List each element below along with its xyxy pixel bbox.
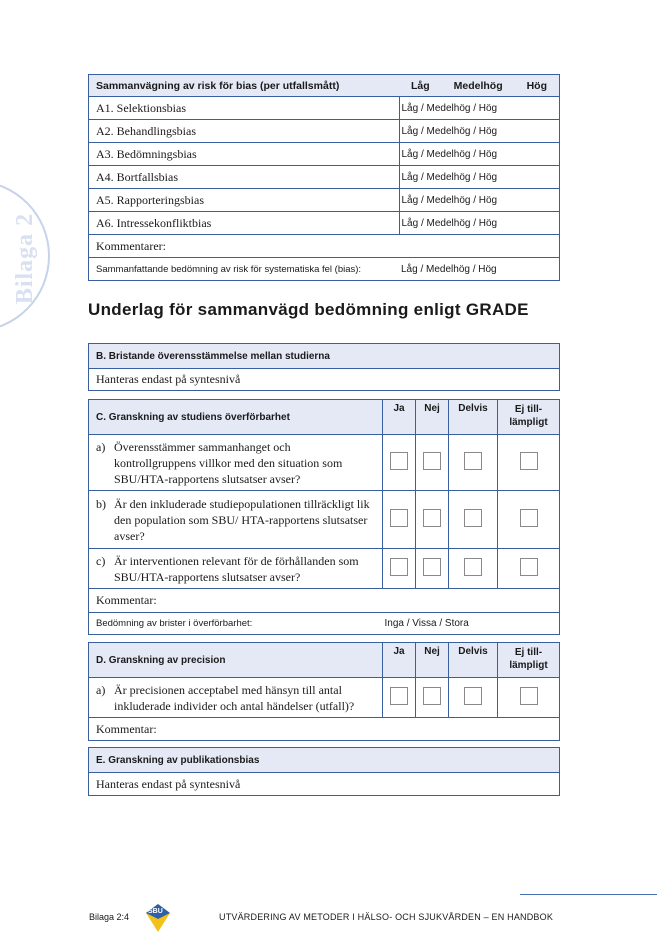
- section-d-table: [88, 642, 560, 741]
- checkbox-not-applicable[interactable]: [520, 558, 538, 576]
- appendix-side-label: Bilaga 2: [12, 212, 39, 305]
- checkbox-no[interactable]: [423, 509, 441, 527]
- col-header-no: Nej: [416, 400, 449, 435]
- section-b-table: [88, 343, 560, 391]
- bias-row: [89, 143, 560, 166]
- bias-row-label: A3. Bedömningsbias: [89, 143, 400, 166]
- checkbox-not-applicable[interactable]: [520, 452, 538, 470]
- section-c-assessment-label: Bedömning av brister i överförbarhet:: [89, 613, 383, 635]
- bias-row-levels[interactable]: Låg / Medelhög / Hög: [399, 189, 560, 212]
- bias-row: [89, 97, 560, 120]
- sbu-logo: [145, 903, 171, 933]
- section-c-title: C. Granskning av studiens överförbarhet: [89, 400, 383, 435]
- question-body: Är interventionen relevant för de förhållanden som SBU/HTA-rapportens slutsatser avser?: [114, 553, 359, 584]
- bias-row-levels[interactable]: Låg / Medelhög / Hög: [399, 166, 560, 189]
- checkbox-not-applicable[interactable]: [520, 509, 538, 527]
- grade-section-title: Underlag för sammanvägd bedömning enligt GRADE: [88, 300, 529, 319]
- section-c-header: [89, 400, 560, 435]
- section-c-comment-field[interactable]: Kommentar:: [89, 589, 560, 613]
- section-c-assessment-levels[interactable]: Inga / Vissa / Stora: [383, 613, 560, 635]
- checkbox-partly[interactable]: [464, 558, 482, 576]
- bias-level-headers: [399, 75, 560, 97]
- bias-row-label: A6. Intressekonfliktbias: [89, 212, 400, 235]
- col-header-not-applicable: Ej till-lämpligt: [498, 400, 560, 435]
- bias-table-header: [89, 75, 560, 97]
- section-e-title: E. Granskning av publikationsbias: [89, 748, 560, 773]
- question-body: Är den inkluderade studiepopulationen tillräckligt lik den population som SBU/ HTA-rapportens slutsatser avser?: [114, 496, 370, 543]
- checkbox-no[interactable]: [423, 687, 441, 705]
- checkbox-yes[interactable]: [390, 509, 408, 527]
- checkbox-partly[interactable]: [464, 452, 482, 470]
- question-letter: c): [96, 553, 106, 568]
- checkbox-not-applicable[interactable]: [520, 687, 538, 705]
- question-row: [89, 678, 560, 718]
- checkbox-yes[interactable]: [390, 687, 408, 705]
- bias-summary-levels[interactable]: Låg / Medelhög / Hög: [399, 258, 560, 281]
- bias-row: [89, 212, 560, 235]
- section-e-table: [88, 747, 560, 796]
- bias-row-label: A4. Bortfallsbias: [89, 166, 400, 189]
- bias-summary-table: [88, 74, 560, 281]
- col-header-low: Låg: [410, 79, 430, 92]
- section-e-note: Hanteras endast på syntesnivå: [89, 773, 560, 796]
- bias-row-label: A1. Selektionsbias: [89, 97, 400, 120]
- question-text: [96, 553, 375, 585]
- col-header-not-applicable: Ej till-lämpligt: [498, 643, 560, 678]
- col-header-partly: Delvis: [449, 643, 498, 678]
- checkbox-yes[interactable]: [390, 452, 408, 470]
- checkbox-partly[interactable]: [464, 509, 482, 527]
- section-b-note: Hanteras endast på syntesnivå: [89, 369, 560, 391]
- question-letter: b): [96, 496, 106, 511]
- bias-comments-row: [89, 235, 560, 258]
- question-body: Överensstämmer sammanhanget och kontrollgruppens villkor med den situation som SBU/HTA-rapportens slutsatser avser?: [114, 439, 343, 486]
- col-header-no: Nej: [416, 643, 449, 678]
- question-row: [89, 549, 560, 589]
- bias-row: [89, 120, 560, 143]
- section-b-title-text: B. Bristande överensstämmelse mellan studierna: [96, 350, 330, 362]
- footer-rule: [520, 894, 657, 895]
- question-text: [96, 439, 375, 487]
- question-body: Är precisionen acceptabel med hänsyn till antal inkluderade individer och antal händelser (utfall)?: [114, 682, 355, 713]
- bias-row: [89, 189, 560, 212]
- section-d-header: [89, 643, 560, 678]
- question-text: [96, 496, 375, 544]
- bias-summary-row: [89, 258, 560, 281]
- checkbox-yes[interactable]: [390, 558, 408, 576]
- section-d-comment-field[interactable]: Kommentar:: [89, 718, 560, 741]
- checkbox-no[interactable]: [423, 452, 441, 470]
- checkbox-no[interactable]: [423, 558, 441, 576]
- section-b-title: [89, 344, 560, 369]
- question-letter: a): [96, 439, 106, 454]
- bias-row-label: A2. Behandlingsbias: [89, 120, 400, 143]
- question-row: [89, 435, 560, 491]
- col-header-yes: Ja: [383, 643, 416, 678]
- footer-page-number: Bilaga 2:4: [89, 912, 130, 922]
- bias-row-label: A5. Rapporteringsbias: [89, 189, 400, 212]
- bias-row: [89, 166, 560, 189]
- sbu-logo-text: SBU: [148, 908, 163, 915]
- question-text: [96, 682, 375, 714]
- checkbox-partly[interactable]: [464, 687, 482, 705]
- bias-comments-field[interactable]: Kommentarer:: [89, 235, 560, 258]
- footer-title: UTVÄRDERING AV METODER I HÄLSO- OCH SJUKVÅRDEN – EN HANDBOK: [219, 912, 554, 922]
- section-c-table: [88, 399, 560, 635]
- bias-row-levels[interactable]: Låg / Medelhög / Hög: [399, 212, 560, 235]
- bias-row-levels[interactable]: Låg / Medelhög / Hög: [399, 120, 560, 143]
- bias-row-levels[interactable]: Låg / Medelhög / Hög: [399, 143, 560, 166]
- bias-row-levels[interactable]: Låg / Medelhög / Hög: [399, 97, 560, 120]
- col-header-partly: Delvis: [449, 400, 498, 435]
- bias-summary-label: Sammanfattande bedömning av risk för systematiska fel (bias):: [89, 258, 400, 281]
- col-header-high: Hög: [526, 79, 548, 92]
- question-letter: a): [96, 682, 106, 697]
- section-d-title: D. Granskning av precision: [89, 643, 383, 678]
- col-header-yes: Ja: [383, 400, 416, 435]
- bias-table-title: Sammanvägning av risk för bias (per utfallsmått): [89, 75, 400, 97]
- question-row: [89, 491, 560, 549]
- col-header-medium: Medelhög: [453, 79, 503, 92]
